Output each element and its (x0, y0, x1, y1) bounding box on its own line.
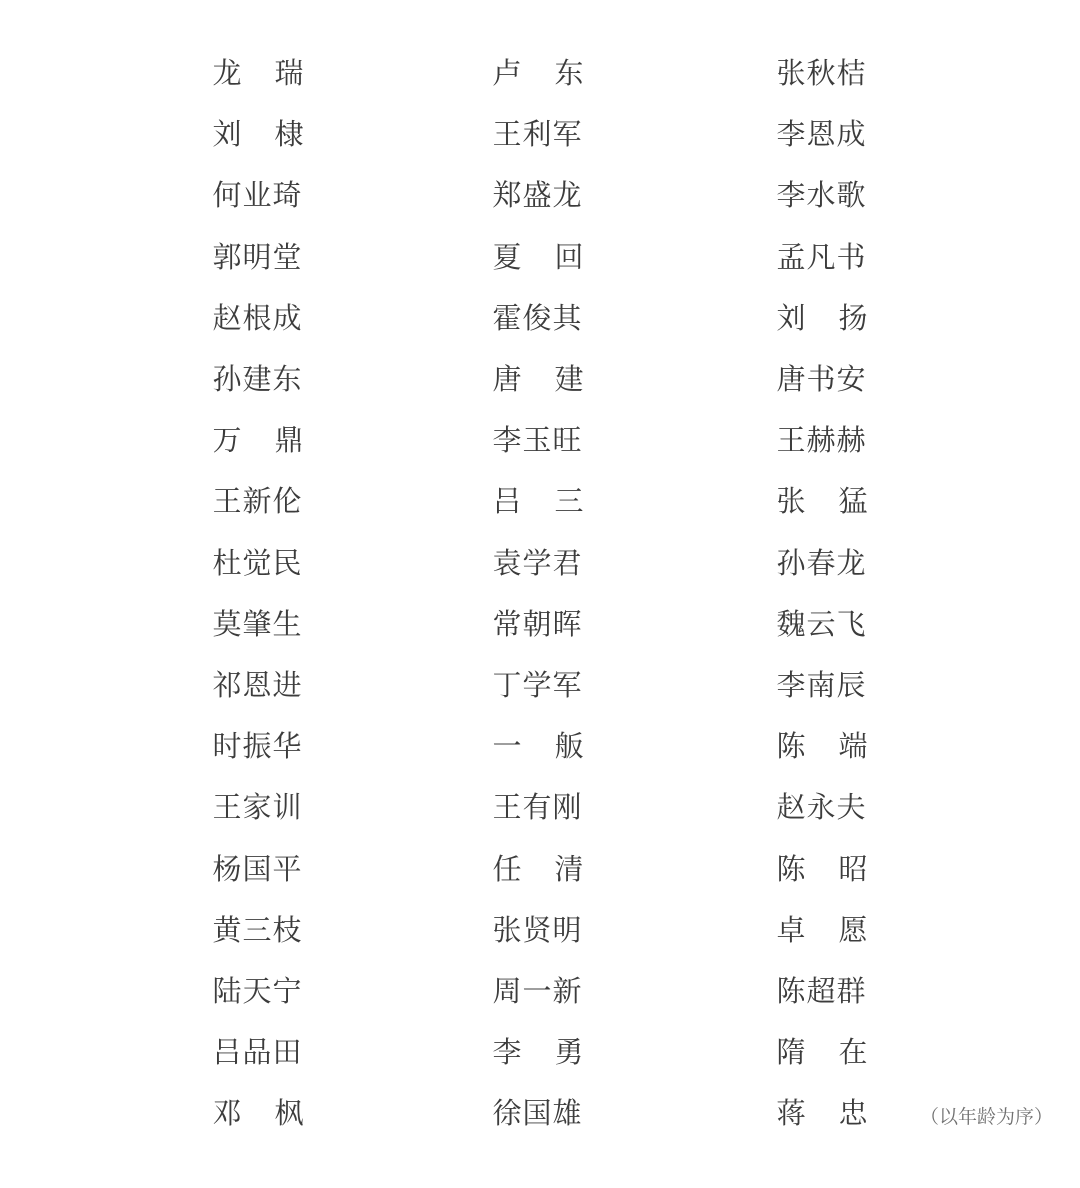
name-entry: 陈 昭 (776, 851, 868, 886)
name-entry: 孙 春 龙 (776, 545, 866, 580)
name-row (0, 298, 1080, 359)
name-entry: 徐 国 雄 (492, 1096, 582, 1131)
name-row (0, 726, 1080, 787)
name-entry: 周 一 新 (492, 974, 582, 1008)
name-entry: 霍 俊 其 (492, 300, 582, 335)
name-entry: 袁 学 君 (492, 545, 582, 580)
name-row (0, 1032, 1080, 1093)
name-entry: 张 秋 桔 (776, 56, 866, 90)
name-row (0, 543, 1080, 604)
name-entry: 陈 端 (776, 729, 868, 764)
name-entry: 王 赫 赫 (776, 423, 866, 458)
name-entry: 杜 觉 民 (212, 545, 302, 580)
name-row (0, 114, 1080, 175)
name-entry: 蒋 忠 (776, 1096, 868, 1131)
name-row (0, 481, 1080, 542)
name-entry: 赵 根 成 (212, 300, 302, 335)
name-row (0, 604, 1080, 665)
name-entry: 唐 建 (492, 362, 584, 396)
name-entry: 黄 三 枝 (212, 912, 302, 947)
name-entry: 一 舨 (492, 729, 584, 764)
name-entry: 李 玉 旺 (492, 423, 582, 458)
name-entry: 杨 国 平 (212, 851, 302, 886)
name-row (0, 175, 1080, 236)
name-entry: 张 贤 明 (492, 912, 582, 947)
name-entry: 李 恩 成 (776, 117, 866, 152)
name-row (0, 665, 1080, 726)
name-entry: 时 振 华 (212, 729, 302, 764)
name-entry: 孟 凡 书 (776, 239, 866, 274)
name-entry: 王 新 伦 (212, 484, 302, 519)
name-entry: 孙 建 东 (212, 362, 302, 396)
name-entry: 张 猛 (776, 484, 868, 519)
name-row (0, 787, 1080, 848)
name-entry: 常 朝 晖 (492, 606, 582, 641)
name-row (0, 53, 1080, 114)
name-entry: 吕 三 (492, 484, 584, 519)
name-entry: 李 南 辰 (776, 668, 866, 702)
name-row (0, 420, 1080, 481)
name-entry: 李 水 歌 (776, 178, 866, 213)
name-entry: 吕 品 田 (212, 1035, 302, 1070)
name-row (0, 849, 1080, 910)
name-entry: 陆 天 宁 (212, 974, 302, 1008)
name-entry: 陈 超 群 (776, 974, 866, 1008)
name-entry: 郭 明 堂 (212, 239, 302, 274)
name-entry: 赵 永 夫 (776, 790, 866, 825)
name-entry: 唐 书 安 (776, 362, 866, 396)
name-row (0, 1093, 1080, 1154)
name-entry: 魏 云 飞 (776, 606, 866, 641)
name-entry: 王 家 训 (212, 790, 302, 825)
name-entry: 刘 棣 (212, 117, 304, 152)
name-entry: 隋 在 (776, 1035, 868, 1070)
name-entry: 龙 瑞 (212, 56, 304, 90)
name-entry: 刘 扬 (776, 300, 868, 335)
name-entry: 何 业 琦 (212, 178, 302, 213)
name-entry: 万 鼎 (212, 423, 304, 458)
name-entry: 卓 愿 (776, 912, 868, 947)
name-entry: 李 勇 (492, 1035, 584, 1070)
name-entry: 任 清 (492, 851, 584, 886)
name-entry: 王 利 军 (492, 117, 582, 152)
name-entry: 夏 回 (492, 239, 584, 274)
name-row (0, 237, 1080, 298)
ordering-note: （以年龄为序） (920, 1106, 1054, 1128)
name-entry: 郑 盛 龙 (492, 178, 582, 213)
name-entry: 王 有 刚 (492, 790, 582, 825)
name-row (0, 359, 1080, 420)
name-entry: 祁 恩 进 (212, 668, 302, 702)
name-row (0, 910, 1080, 971)
name-entry: 邓 枫 (212, 1096, 304, 1131)
name-row (0, 971, 1080, 1032)
name-entry: 莫 肇 生 (212, 606, 302, 641)
name-entry: 卢 东 (492, 56, 584, 90)
name-entry: 丁 学 军 (492, 668, 582, 702)
